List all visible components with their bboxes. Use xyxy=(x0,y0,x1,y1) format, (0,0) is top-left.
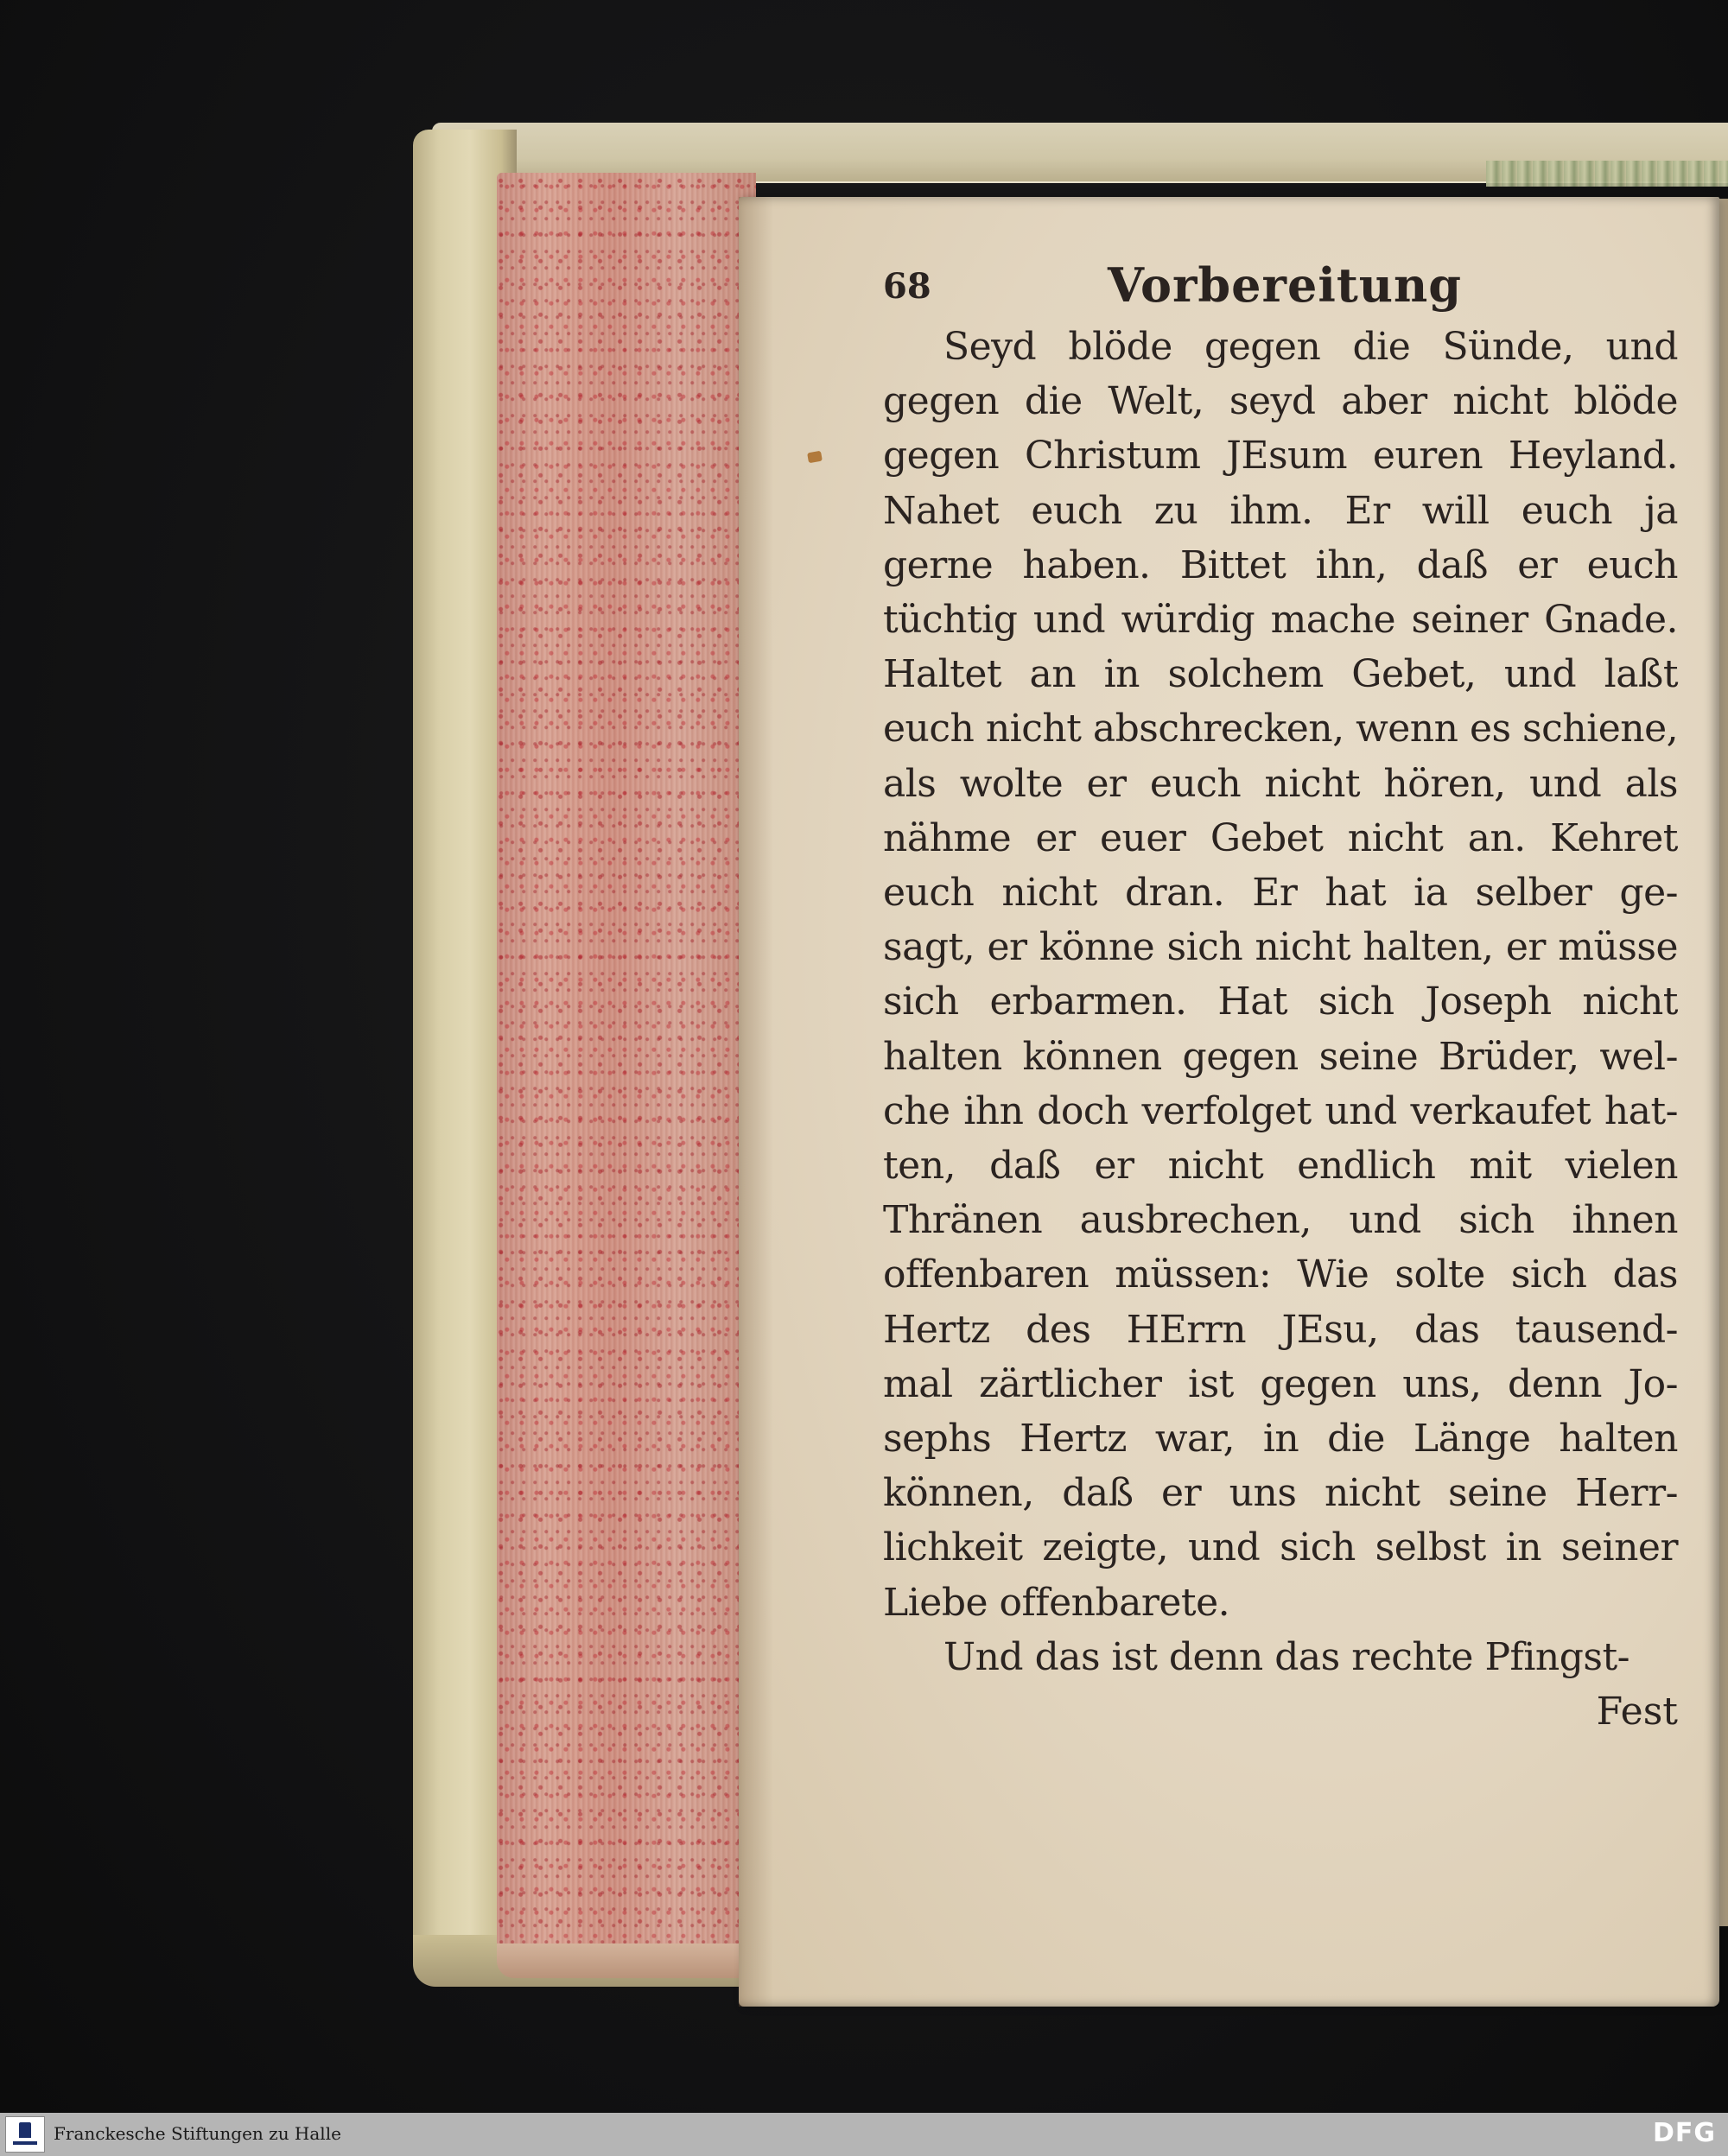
text-line: Seyd blöde gegen die Sünde, und xyxy=(943,325,1678,369)
text-line: Haltet an in solchem Gebet, und laßt xyxy=(883,652,1678,697)
francke-foundation-logo-icon[interactable] xyxy=(5,2116,45,2153)
text-line: Thränen ausbrechen, und sich ihnen xyxy=(883,1198,1678,1243)
page-number: 68 xyxy=(883,266,931,307)
page-header xyxy=(883,250,1678,320)
text-line: ten, daß er nicht endlich mit vielen xyxy=(883,1144,1678,1189)
text-line: euch nicht dran. Er hat ia selber ge- xyxy=(883,871,1678,916)
text-line: Liebe offenbarete. xyxy=(883,1580,1230,1625)
text-line: sephs Hertz war, in die Länge halten xyxy=(883,1417,1678,1462)
text-line: als wolte er euch nicht hören, und als xyxy=(883,761,1678,806)
viewer-footer xyxy=(0,2113,1728,2156)
text-line: Nahet euch zu ihm. Er will euch ja xyxy=(883,488,1678,533)
text-line: sich erbarmen. Hat sich Joseph nicht xyxy=(883,980,1678,1024)
text-line: sagt, er könne sich nicht halten, er müsse xyxy=(883,925,1678,970)
text-line: lichkeit zeigte, und sich selbst in seiner xyxy=(883,1525,1678,1570)
text-line: Hertz des HErrn JEsu, das tausend- xyxy=(883,1307,1678,1352)
text-line: mal zärtlicher ist gegen uns, denn Jo- xyxy=(883,1361,1678,1406)
text-line: offenbaren müssen: Wie solte sich das xyxy=(883,1252,1678,1297)
running-head: Vorbereitung xyxy=(1108,257,1463,313)
text-line: Und das ist denn das rechte Pfingst- xyxy=(943,1634,1630,1679)
logo-building-shape xyxy=(19,2122,31,2138)
paragraph-2 xyxy=(883,1630,1678,1739)
institution-name[interactable]: Franckesche Stiftungen zu Halle xyxy=(54,2123,341,2144)
text-line: che ihn doch verfolget und verkaufet hat- xyxy=(883,1088,1678,1133)
dfg-logo[interactable]: DFG xyxy=(1652,2118,1716,2148)
catchword: Fest xyxy=(1596,1690,1678,1734)
book-headband xyxy=(1486,161,1728,187)
text-line: gegen Christum JEsum euren Heyland. xyxy=(883,434,1678,479)
text-line: tüchtig und würdig mache seiner Gnade. xyxy=(883,598,1678,643)
text-line: nähme er euer Gebet nicht an. Kehret xyxy=(883,815,1678,860)
paragraph-1 xyxy=(883,320,1678,1630)
text-line: gegen die Welt, seyd aber nicht blöde xyxy=(883,379,1678,424)
text-line: gerne haben. Bittet ihn, daß er euch xyxy=(883,542,1678,587)
text-line: halten können gegen seine Brüder, wel- xyxy=(883,1034,1678,1079)
text-line: können, daß er uns nicht seine Herr- xyxy=(883,1471,1678,1516)
logo-base-shape xyxy=(13,2141,37,2145)
text-line: euch nicht abschrecken, wenn es schiene, xyxy=(883,707,1679,751)
sprinkled-page-edges xyxy=(497,173,756,1969)
page-text-block xyxy=(883,250,1678,1739)
